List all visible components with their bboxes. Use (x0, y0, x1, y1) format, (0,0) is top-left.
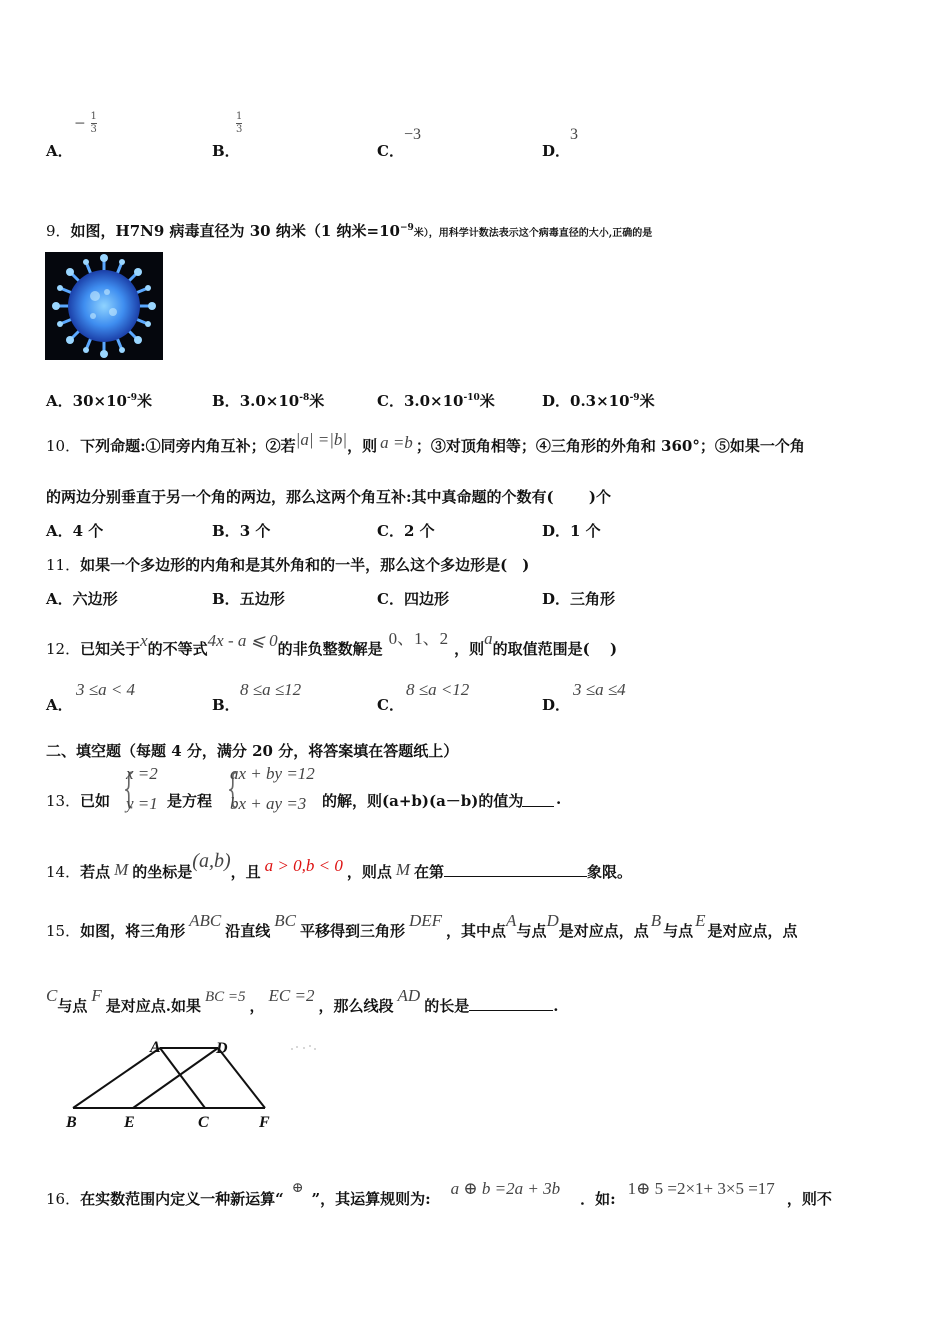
q11-options (0, 588, 950, 608)
q14-stem: 14．若点 M 的坐标是(a,b)，且 a > 0,b < 0 ，则点 M 在第 象限。 (46, 850, 633, 881)
label-f: F (259, 1114, 270, 1131)
q13: 13． 已如 { x =2 y =1 是方程 { ax + by =12 bx + ay =3 的解，则(a+b)(a－b)的值为 . (46, 764, 562, 813)
answer-blank[interactable] (469, 996, 553, 1011)
system1-eq1: x =2 (126, 764, 158, 783)
q16-stem: 16．在实数范围内定义一种新运算“⊕”，其运算规则为:a ⊕ b =2a + 3b．如:1⊕ 5 =2×1+ 3×5 =17，则不 (46, 1179, 832, 1208)
q9-option-b: B．$3.0\times 10^{-8}$米 (212, 392, 325, 410)
operation-example: 1⊕ 5 =2×1+ 3×5 =17 (627, 1179, 775, 1198)
q12-option-b-math: 8 ≤a ≤12 (240, 680, 302, 699)
ec-equation: EC =2 (268, 986, 315, 1005)
system2-eq1: ax + by =12 (230, 764, 315, 783)
fraction: $\frac{1}{3}$ (236, 111, 243, 135)
q10-options (0, 520, 950, 540)
answer-blank[interactable] (522, 792, 554, 807)
section-title: 二、填空题（每题 4 分，满分 20 分，将答案填在答题纸上） (46, 742, 459, 760)
q8-option-b-value (236, 112, 242, 135)
condition: a > 0,b < 0 (264, 856, 343, 875)
equation: a =b (380, 433, 413, 452)
q15-number: 15． (46, 922, 81, 940)
system1-eq2: y =1 (126, 794, 158, 813)
q9-stem: 9．如图，H7N9 病毒直径为 30 纳米（1 纳米$=10^{-9}$米），用科学计数法表示这个病毒直径的大小,正确的是 (46, 222, 653, 240)
q11-stem: 11．如果一个多边形的内角和是其外角和的一半，那么这个多边形是( ) (46, 556, 530, 574)
coordinate: (a,b) (192, 850, 231, 872)
q10-stem-line1: 10．下列命题:①同旁内角互补；②若|a| =|b|，则 a =b ；③对顶角相等；④三角形的外角和 360°；⑤如果一个角 (46, 430, 805, 455)
q11-option-c: C．四边形 (377, 590, 449, 608)
q11-option-a: A．六边形 (46, 590, 118, 608)
q9-options (0, 390, 950, 410)
q12-stem: 12．已知关于x的不等式4x - a ⩽ 0的非负整数解是0、1、2，则a的取值范围是( ) (46, 629, 618, 658)
q11-option-b: B．五边形 (212, 590, 285, 608)
line-df (218, 1048, 265, 1108)
q8-option-d-label: D． (542, 142, 571, 160)
fraction: $\frac{1}{3}$ (90, 111, 97, 135)
q8-option-c-value: −3 (404, 126, 422, 143)
q8-option-a-label: A． (46, 142, 73, 160)
q13-number: 13． (46, 792, 81, 810)
q9-option-c: C．$3.0\times 10^{-10}$米 (377, 392, 495, 410)
system2-eq2: bx + ay =3 (230, 794, 307, 813)
q9-number: 9． (46, 222, 71, 240)
q12-option-c-math: 8 ≤a <12 (406, 680, 470, 699)
label-c: C (198, 1114, 209, 1131)
bc-equation: BC =5 (204, 989, 246, 1005)
answer-blank[interactable] (444, 862, 587, 877)
q16-number: 16． (46, 1190, 81, 1208)
q10-option-d: D．1 个 (542, 522, 601, 540)
q9-text: 如图，H7N9 病毒直径为 30 纳米（1 纳米=10 (70, 222, 400, 240)
label-e: E (124, 1114, 135, 1131)
q8-option-c-label: C． (377, 142, 404, 160)
q10-option-c: C．2 个 (377, 522, 435, 540)
q14-number: 14． (46, 863, 81, 881)
label-d: D (216, 1040, 228, 1057)
q8-options (0, 110, 950, 160)
virus-image (45, 252, 163, 360)
q12-option-d-math: 3 ≤a ≤4 (573, 680, 626, 699)
q10-option-a: A．4 个 (46, 522, 104, 540)
q15-stem-line2: C与点F是对应点.如果 BC =5 ，EC =2，那么线段AD的长是 . (46, 986, 559, 1015)
q12-options: A． 3 ≤a < 4 B． 8 ≤a ≤12 C． 8 ≤a <12 D． 3 ≤a ≤4 (46, 680, 626, 714)
q10-stem-line2: 的两边分别垂直于另一个角的两边，那么这两个角互补:其中真命题的个数有( )个 (46, 488, 611, 506)
q9-option-d: D．$0.3\times 10^{-9}$米 (542, 392, 655, 410)
q11-option-d: D．三角形 (542, 590, 616, 608)
operation-rule: a ⊕ b =2a + 3b (450, 1179, 561, 1198)
brace-icon: { (226, 766, 239, 812)
circle-plus-icon: ⊕ (291, 1181, 304, 1196)
brace-icon: { (122, 766, 135, 812)
q12-option-a-math: 3 ≤a < 4 (76, 680, 136, 699)
q11-number: 11． (46, 556, 81, 574)
abs-equation: |a| =|b| (295, 430, 348, 449)
translation-figure (60, 1035, 330, 1135)
label-b: B (66, 1114, 77, 1131)
q15-stem-line1: 15．如图，将三角形ABC沿直线BC平移得到三角形DEF，其中点A与点D是对应点，点B与点E是对应点，点 (46, 911, 798, 940)
solution-set: 0、1、2 (388, 629, 449, 648)
q10-option-b: B．3 个 (212, 522, 271, 540)
q10-number: 10． (46, 437, 81, 455)
inequality: 4x - a ⩽ 0 (207, 631, 278, 650)
q12-number: 12． (46, 640, 81, 658)
q8-option-a-value: − $\frac{1}{3}$ (74, 111, 97, 135)
label-a: A (150, 1039, 161, 1056)
q9-option-a: A．$30\times 10^{-9}$米 (46, 392, 152, 410)
q8-option-d-value: 3 (570, 126, 578, 143)
q8-option-b-label: B． (212, 142, 240, 160)
scan-speckle (291, 1045, 316, 1050)
line-ac (160, 1048, 205, 1108)
